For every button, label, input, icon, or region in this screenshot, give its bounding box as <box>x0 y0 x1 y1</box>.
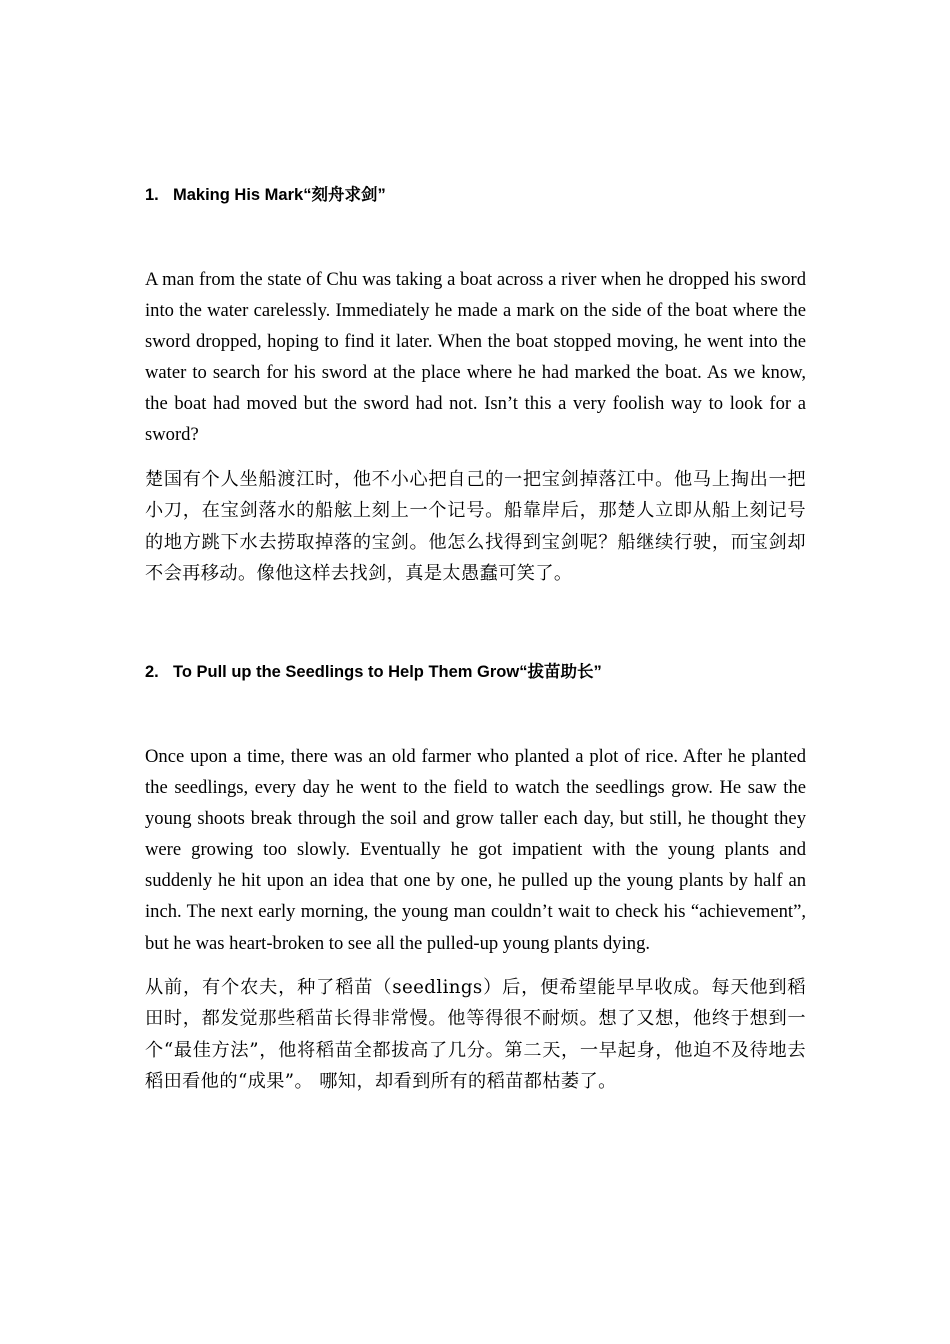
section-1-title: Making His Mark“刻舟求剑” <box>173 186 386 204</box>
section-2-english-paragraph: Once upon a time, there was an old farmer who planted a plot of rice. After he planted the seedlings, every day he went to the field to watch the seedlings grow. He saw the young shoots break through the soil and grow taller each day, but still, he thought they were growing too slowly. Eventually he got impatient with the young plants and suddenly he hit upon an idea that one by one, he pulled up the young plants by half an inch. The next early morning, the young man couldn’t wait to check his “achievement”, but he was heart-broken to see all the pulled-up young plants dying. <box>145 746 806 954</box>
section-2-title: To Pull up the Seedlings to Help Them Grow“拔苗助长” <box>173 663 602 681</box>
section-1-number: 1. <box>145 186 159 204</box>
section-2-heading <box>145 662 602 682</box>
section-2-chinese-paragraph: 从前，有个农夫，种了稻苗（seedlings）后，便希望能早早收成。每天他到稻田时，都发觉那些稻苗长得非常慢。他等得很不耐烦。想了又想，他终于想到一个“最佳方法”，他将稻苗全都拔高了几分。第二天，一早起身，他迫不及待地去稻田看他的“成果”。 哪知，却看到所有的稻苗都枯萎了。 <box>145 977 806 1092</box>
section-1-chinese-paragraph: 楚国有个人坐船渡江时，他不小心把自己的一把宝剑掉落江中。他马上掏出一把小刀，在宝剑落水的船舷上刻上一个记号。船靠岸后，那楚人立即从船上刻记号的地方跳下水去捞取掉落的宝剑。他怎么找得到宝剑呢？船继续行驶，而宝剑却不会再移动。像他这样去找剑，真是太愚蠢可笑了。 <box>145 469 806 584</box>
section-1-english-paragraph: A man from the state of Chu was taking a boat across a river when he dropped his sword into the water carelessly. Immediately he made a mark on the side of the boat where the sword dropped, hoping to find it later. When the boat stopped moving, he went into the water to search for his sword at the place where he had marked the boat. As we know, the boat had moved but the sword had not. Isn’t this a very foolish way to look for a sword? <box>145 269 806 446</box>
section-1-heading <box>145 185 386 205</box>
section-2-number: 2. <box>145 663 159 681</box>
